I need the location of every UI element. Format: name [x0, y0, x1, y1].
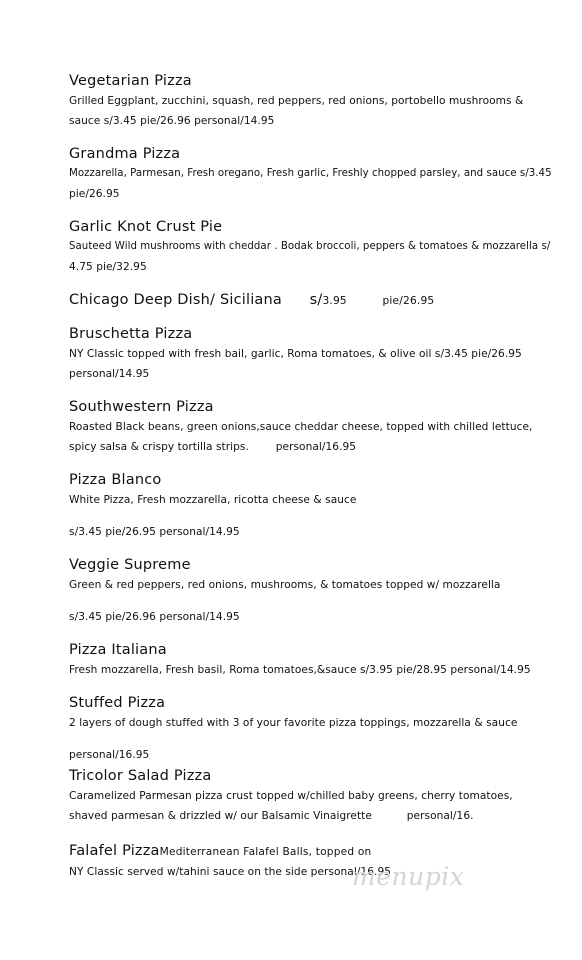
menu-item-garlic-knot-crust-pie: [69, 217, 551, 277]
description-line: Fresh mozzarella, Fresh basil, Roma tomatoes,&sauce s/3.95 pie/28.95 personal/14.95: [69, 664, 531, 676]
item-description: [69, 660, 542, 680]
menu-item-falafel-pizza: [69, 841, 542, 882]
item-title: Chicago Deep Dish/ Siciliana: [69, 292, 282, 308]
item-title: Stuffed Pizza: [69, 695, 166, 711]
menu-item-chicago-deep-dish: [69, 290, 542, 311]
item-title-row: [69, 841, 542, 862]
menu-item-tricolor-salad-pizza: [69, 766, 542, 826]
price-line: personal/14.95: [69, 368, 150, 380]
description-line: NY Classic topped with fresh bail, garlic, Roma tomatoes, & olive oil s/3.45 pie/26.95: [69, 348, 522, 360]
menu-item-grandma-pizza: [69, 144, 552, 204]
item-title: Grandma Pizza: [69, 146, 181, 162]
item-title: Falafel Pizza: [69, 843, 160, 859]
description-line: Green & red peppers, red onions, mushrooms, & tomatoes topped w/ mozzarella: [69, 579, 501, 591]
watermark-logo: menupix: [352, 862, 465, 891]
item-description: [69, 417, 542, 457]
description-text: spicy salsa & crispy tortilla strips.: [69, 441, 249, 453]
menu-item-vegetarian-pizza: [69, 71, 542, 131]
description-line: [69, 437, 542, 457]
description-line: NY Classic served w/tahini sauce on the side personal/16.95: [69, 866, 392, 878]
item-description: [69, 713, 542, 765]
slice-prefix: s/: [309, 292, 323, 308]
title-suffix-text: Mediterranean Falafel Balls, topped on: [159, 846, 372, 858]
item-title: Tricolor Salad Pizza: [69, 768, 212, 784]
menu-item-pizza-italiana: [69, 640, 542, 680]
item-title: Pizza Italiana: [69, 642, 167, 658]
item-title: Garlic Knot Crust Pie: [69, 219, 223, 235]
description-line: Grilled Eggplant, zucchini, squash, red peppers, red onions, portobello mushrooms &: [69, 95, 524, 107]
description-line: Sauteed Wild mushrooms with cheddar . Bodak broccoli, peppers & tomatoes & mozzarella s/: [69, 241, 551, 252]
item-title: Veggie Supreme: [69, 557, 191, 573]
pie-price: pie/26.95: [382, 295, 435, 307]
menu-item-pizza-blanco: [69, 470, 542, 542]
item-description: [69, 164, 552, 204]
item-title: Southwestern Pizza: [69, 399, 214, 415]
description-text: shaved parmesan & drizzled w/ our Balsamic Vinaigrette: [69, 810, 372, 822]
item-title: Pizza Blanco: [69, 472, 162, 488]
item-description: [69, 344, 542, 384]
item-description: [69, 862, 542, 882]
menu-item-bruschetta-pizza: [69, 324, 542, 384]
price-line: pie/26.95: [69, 188, 120, 200]
menu-item-southwestern-pizza: [69, 397, 542, 457]
description-line: Roasted Black beans, green onions,sauce cheddar cheese, topped with chilled lettuce,: [69, 421, 533, 433]
item-title-row: [69, 290, 542, 311]
price-text: personal/16.: [406, 810, 474, 822]
price-line: personal/16.95: [69, 749, 150, 761]
price-line: s/3.45 pie/26.95 personal/14.95: [69, 526, 240, 538]
menu-item-stuffed-pizza: [69, 693, 542, 765]
item-title: Bruschetta Pizza: [69, 326, 193, 342]
description-line: White Pizza, Fresh mozzarella, ricotta cheese & sauce: [69, 494, 357, 506]
item-title: Vegetarian Pizza: [69, 73, 192, 89]
description-line: 2 layers of dough stuffed with 3 of your favorite pizza toppings, mozzarella & sauce: [69, 717, 518, 729]
price-text: personal/16.95: [275, 441, 357, 453]
description-line: [69, 806, 542, 826]
price-line: s/3.45 pie/26.96 personal/14.95: [69, 611, 240, 623]
price-line: 4.75 pie/32.95: [69, 261, 147, 273]
item-description: [69, 575, 542, 627]
item-description: [69, 237, 551, 277]
description-line: Caramelized Parmesan pizza crust topped w/chilled baby greens, cherry tomatoes,: [69, 790, 513, 802]
description-line: Mozzarella, Parmesan, Fresh oregano, Fresh garlic, Freshly chopped parsley, and sauce s/3.45: [69, 168, 552, 179]
item-description: [69, 91, 542, 131]
slice-price: 3.95: [322, 295, 347, 307]
price-line: sauce s/3.45 pie/26.96 personal/14.95: [69, 115, 275, 127]
item-description: [69, 490, 542, 542]
menu-item-veggie-supreme: [69, 555, 542, 627]
item-description: [69, 786, 542, 826]
